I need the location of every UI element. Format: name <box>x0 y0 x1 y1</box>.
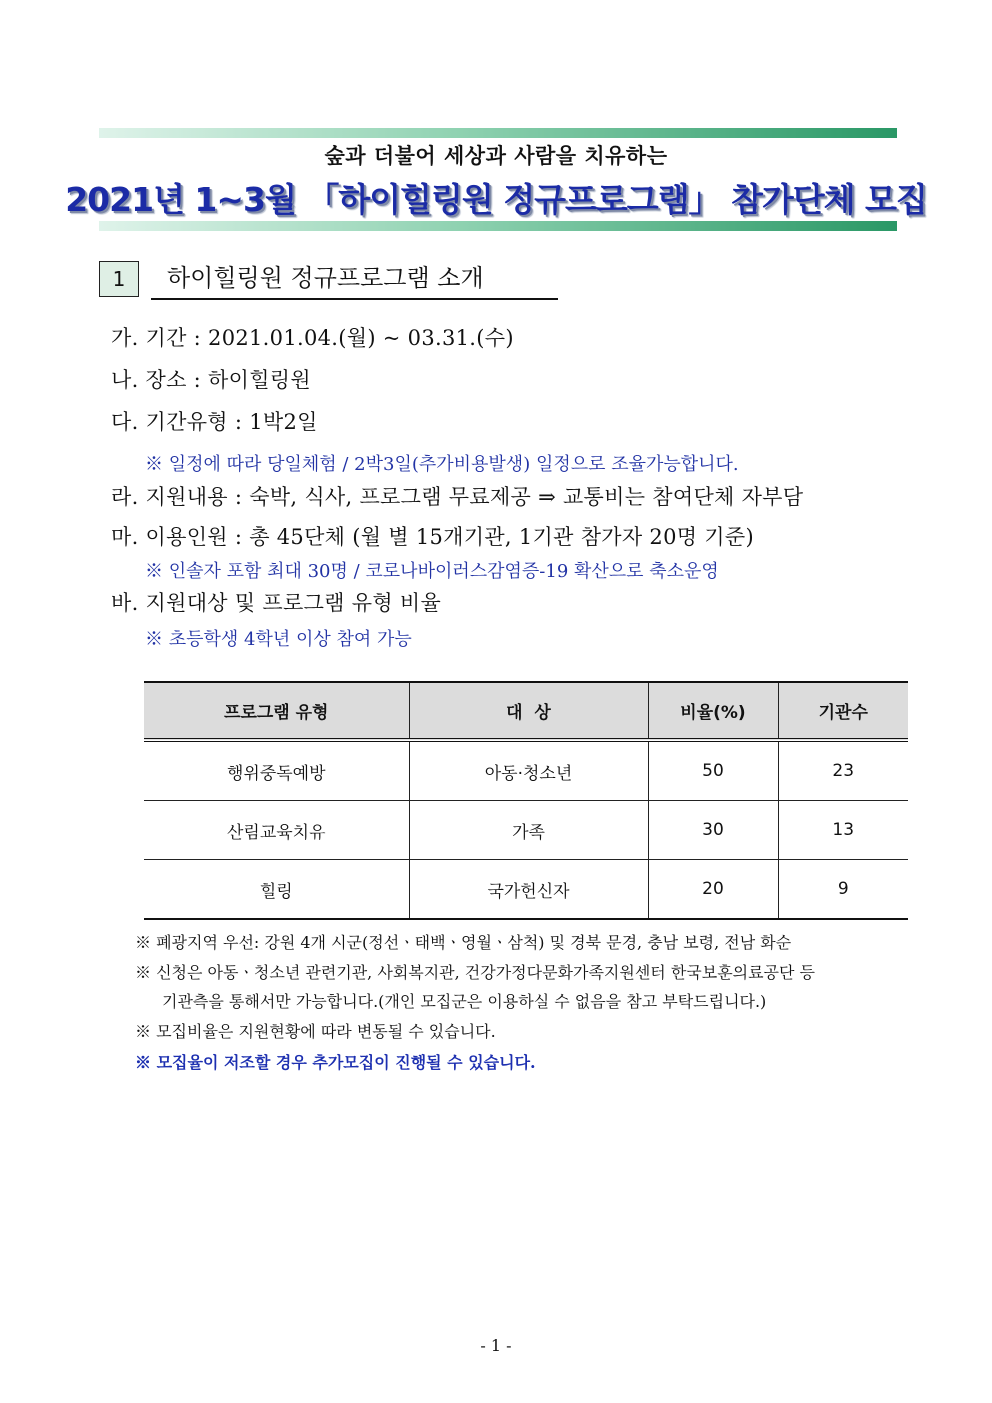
header-target: 대 상 <box>409 682 648 740</box>
program-table <box>144 681 908 920</box>
section-number: 1 <box>112 267 126 291</box>
footnote-ratio: ※ 모집비율은 지원현황에 따라 변동될 수 있습니다. <box>135 1022 496 1041</box>
cell-program-type: 힐링 <box>144 860 409 920</box>
cell-target: 국가헌신자 <box>409 860 648 920</box>
footnote-additional: ※ 모집율이 저조할 경우 추가모집이 진행될 수 있습니다. <box>135 1053 536 1072</box>
footnote-priority: ※ 폐광지역 우선: 강원 4개 시군(정선ㆍ태백ㆍ영월ㆍ삼척) 및 경북 문경, 충남 보령, 전남 화순 <box>135 933 792 952</box>
header-top-bar <box>99 128 897 138</box>
item-location: 나. 장소 : 하이힐링원 <box>111 368 311 392</box>
table-row <box>144 860 908 920</box>
footnote-application: ※ 신청은 아동ㆍ청소년 관련기관, 사회복지관, 건강가정다문화가족지원센터 한국보훈의료공단 등 <box>135 963 816 982</box>
cell-count: 13 <box>778 801 908 860</box>
note-capacity: ※ 인솔자 포함 최대 30명 / 코로나바이러스감염증-19 확산으로 축소운영 <box>145 561 719 582</box>
item-capacity: 마. 이용인원 : 총 45단체 (월 별 15개기관, 1기관 참가자 20명 기준) <box>111 525 754 549</box>
table-header-row <box>144 682 908 740</box>
section-title: 하이힐링원 정규프로그램 소개 <box>151 261 558 300</box>
item-support: 라. 지원내용 : 숙박, 식사, 프로그램 무료제공 ⇒ 교통비는 참여단체 자부담 <box>111 485 804 509</box>
note-target: ※ 초등학생 4학년 이상 참여 가능 <box>145 629 412 650</box>
header-bottom-bar <box>99 221 897 231</box>
header-count: 기관수 <box>778 682 908 740</box>
item-target: 바. 지원대상 및 프로그램 유형 비율 <box>111 591 442 615</box>
item-type: 다. 기간유형 : 1박2일 <box>111 410 318 434</box>
page-title: 2021년 1~3월 「하이힐링원 정규프로그램」 참가단체 모집 <box>65 180 927 219</box>
cell-count: 9 <box>778 860 908 920</box>
footnote-application-cont: 기관측을 통해서만 가능합니다.(개인 모집군은 이용하실 수 없음을 참고 부탁드립니다.) <box>162 992 767 1011</box>
cell-target: 아동·청소년 <box>409 740 648 801</box>
section-number-box <box>99 261 139 297</box>
cell-program-type: 산림교육치유 <box>144 801 409 860</box>
header-program-type: 프로그램 유형 <box>144 682 409 740</box>
cell-ratio: 30 <box>648 801 778 860</box>
header-subtitle: 숲과 더불어 세상과 사람을 치유하는 <box>324 144 668 168</box>
header-ratio: 비율(%) <box>648 682 778 740</box>
table-row <box>144 801 908 860</box>
cell-ratio: 50 <box>648 740 778 801</box>
cell-count: 23 <box>778 740 908 801</box>
cell-ratio: 20 <box>648 860 778 920</box>
note-schedule: ※ 일정에 따라 당일체험 / 2박3일(추가비용발생) 일정으로 조율가능합니다. <box>145 454 739 475</box>
cell-target: 가족 <box>409 801 648 860</box>
page-number: - 1 - <box>480 1336 512 1355</box>
cell-program-type: 행위중독예방 <box>144 740 409 801</box>
table-row <box>144 740 908 801</box>
item-period: 가. 기간 : 2021.01.04.(월) ~ 03.31.(수) <box>111 326 514 350</box>
